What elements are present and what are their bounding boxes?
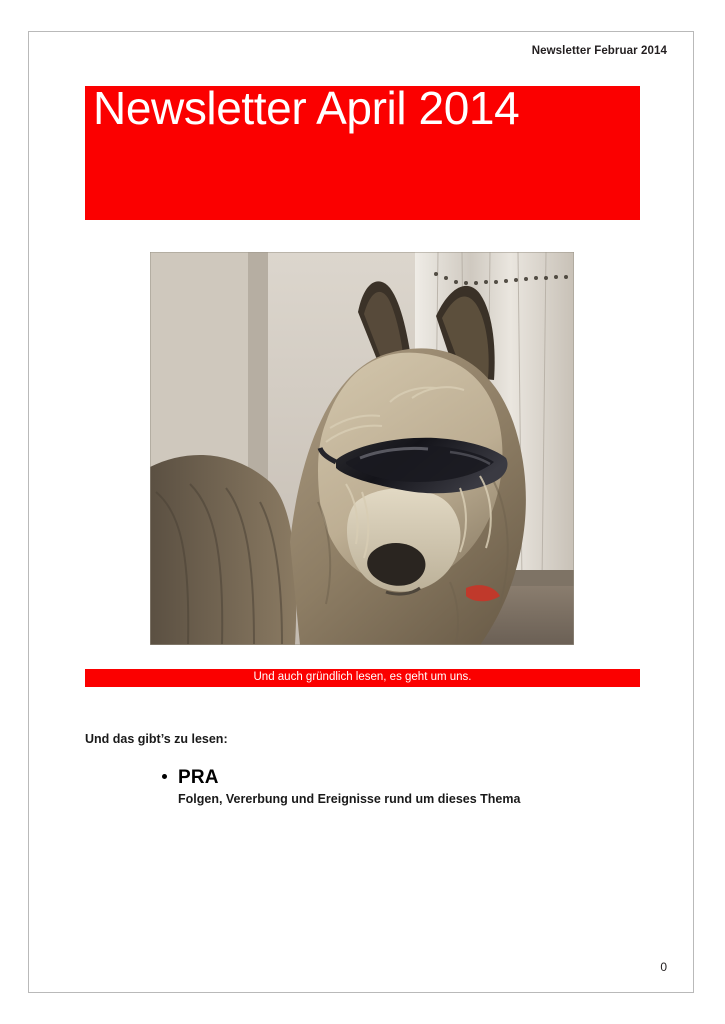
page-title: Newsletter April 2014 bbox=[93, 82, 520, 134]
list-item bbox=[85, 767, 625, 807]
document-page bbox=[28, 31, 694, 993]
page-header: Newsletter Februar 2014 bbox=[531, 45, 667, 57]
contents-item-title: PRA bbox=[178, 767, 219, 788]
bullet-dot-icon bbox=[162, 774, 167, 779]
image-caption: Und auch gründlich lesen, es geht um uns. bbox=[253, 671, 472, 683]
title-banner bbox=[85, 82, 640, 220]
dog-with-sunglasses-photo bbox=[150, 252, 574, 645]
contents-list bbox=[85, 767, 625, 807]
contents-lead-in: Und das gibt’s zu lesen: bbox=[85, 732, 228, 746]
image-caption-bar bbox=[85, 669, 640, 687]
contents-item-subtitle: Folgen, Vererbung und Ereignisse rund um dieses Thema bbox=[178, 792, 521, 806]
page-number: 0 bbox=[660, 960, 667, 974]
